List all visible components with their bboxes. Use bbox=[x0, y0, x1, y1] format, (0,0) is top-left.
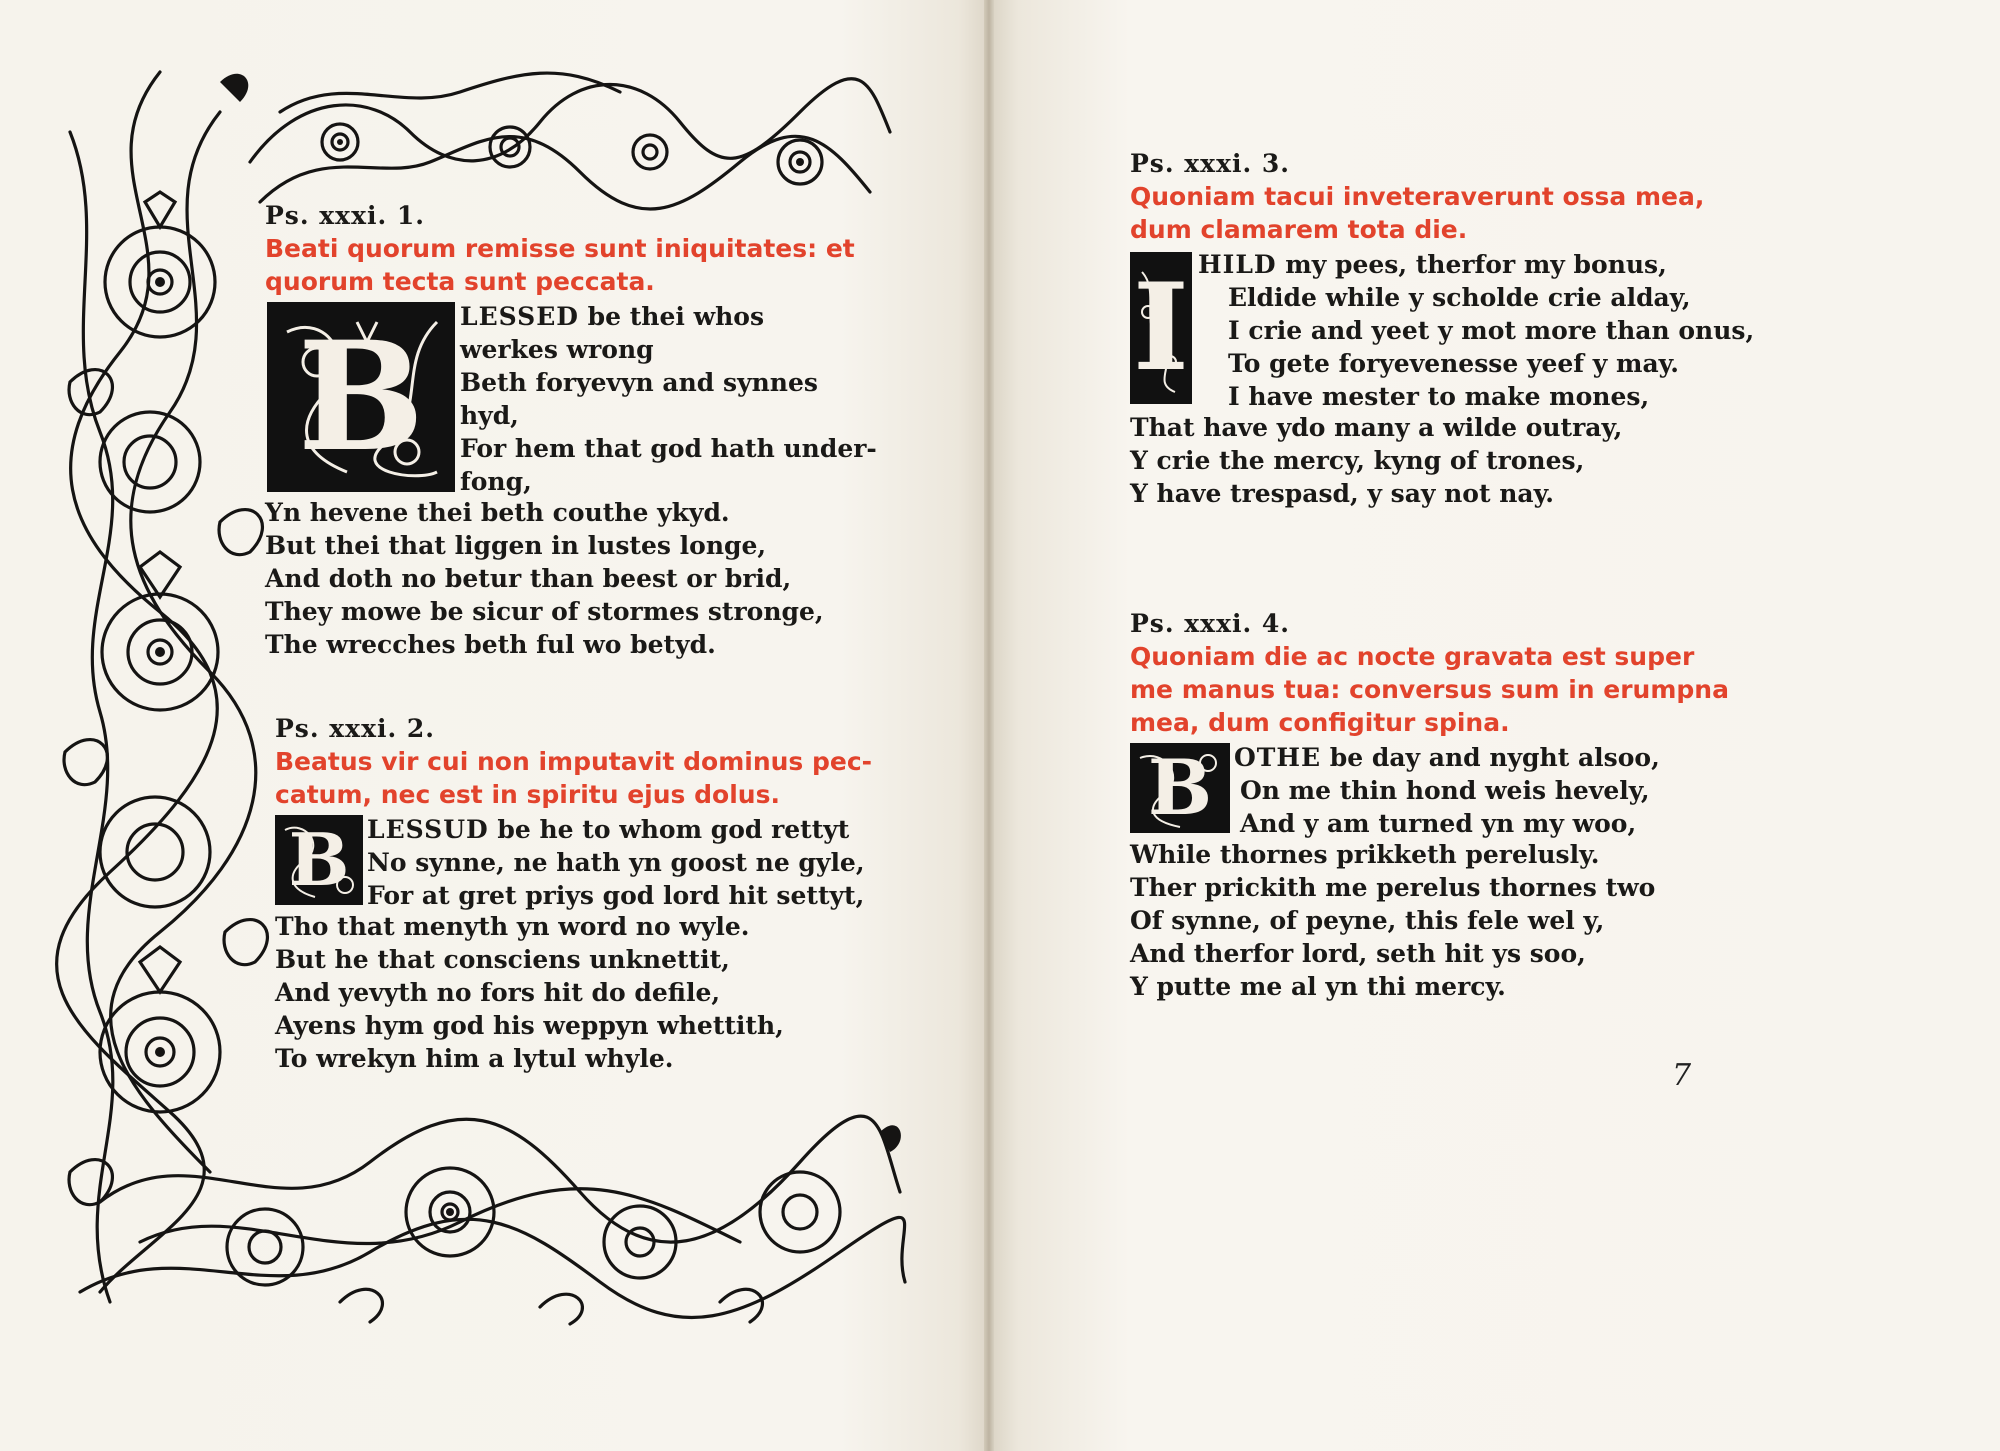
verse-line: Eldide while y scholde crie alday, bbox=[1228, 283, 1691, 312]
verse-line: On me thin hond weis hevely, bbox=[1240, 776, 1650, 805]
verse-line: To gete foryevenesse yeef y may. bbox=[1228, 349, 1680, 378]
verse-line: be he to whom god rettyt bbox=[497, 815, 850, 844]
psalm-3-first-word: HILD bbox=[1198, 250, 1277, 279]
verse-line: Y putte me al yn thi mercy. bbox=[1130, 972, 1506, 1001]
verse-line: Yn hevene thei beth couthe ykyd. bbox=[265, 498, 730, 527]
verse-line: I crie and yeet y mot more than onus, bbox=[1228, 316, 1755, 345]
psalm-2-first-word: LESSUD bbox=[367, 815, 489, 844]
verse-line: hyd, bbox=[460, 401, 519, 430]
verse-line: I have mester to make mones, bbox=[1228, 382, 1650, 411]
verse-line: be thei whos bbox=[587, 302, 765, 331]
verse-line: Tho that menyth yn word no wyle. bbox=[275, 912, 750, 941]
page-number: 7 bbox=[1672, 1058, 1692, 1093]
decorated-initial-icon bbox=[275, 815, 363, 905]
verse-line: And y am turned yn my woo, bbox=[1240, 809, 1637, 838]
verse-line: Ayens hym god his weppyn whettith, bbox=[275, 1011, 784, 1040]
decorated-initial-icon bbox=[267, 302, 455, 492]
verse-line bbox=[1198, 248, 1667, 281]
psalm-1-latin-line-2: quorum tecta sunt peccata. bbox=[265, 267, 655, 296]
psalm-3-heading: Ps. xxxi. 3. bbox=[1130, 149, 1290, 178]
psalm-3-section bbox=[1130, 148, 1850, 510]
verse-line: fong, bbox=[460, 467, 532, 496]
psalm-1-heading: Ps. xxxi. 1. bbox=[265, 201, 425, 230]
verse-line: And therfor lord, seth hit ys soo, bbox=[1130, 939, 1586, 968]
verse-line: But he that consciens unknettit, bbox=[275, 945, 730, 974]
verse-line: No synne, ne hath yn goost ne gyle, bbox=[367, 848, 865, 877]
psalm-4-latin-line-3: mea, dum configitur spina. bbox=[1130, 708, 1510, 737]
verse-line: And yevyth no fors hit do defile, bbox=[275, 978, 721, 1007]
psalm-1-initial-letter: B bbox=[297, 309, 425, 485]
decorated-initial-icon bbox=[1130, 252, 1192, 404]
psalm-1-section bbox=[265, 200, 905, 661]
verse-line: But thei that liggen in lustes longe, bbox=[265, 531, 767, 560]
psalm-4-section bbox=[1130, 608, 1890, 1003]
verse-line bbox=[1234, 741, 1660, 774]
verse-line: Y have trespasd, y say not nay. bbox=[1130, 479, 1554, 508]
psalm-4-heading: Ps. xxxi. 4. bbox=[1130, 609, 1290, 638]
verse-line: be day and nyght alsoo, bbox=[1329, 743, 1660, 772]
psalm-2-latin-line-2: catum, nec est in spiritu ejus dolus. bbox=[275, 780, 780, 809]
verse-line: That have ydo many a wilde outray, bbox=[1130, 413, 1623, 442]
psalm-3-initial-letter: I bbox=[1132, 257, 1190, 398]
psalm-4-first-word: OTHE bbox=[1234, 743, 1322, 772]
verse-line: While thornes prikketh perelusly. bbox=[1130, 840, 1600, 869]
psalm-2-latin-line-1: Beatus vir cui non imputavit dominus pec- bbox=[275, 747, 873, 776]
verse-line bbox=[460, 300, 764, 333]
book-gutter bbox=[984, 0, 994, 1451]
verse-line: my pees, therfor my bonus, bbox=[1285, 250, 1667, 279]
psalm-2-section bbox=[275, 713, 915, 1075]
verse-line: For hem that god hath under- bbox=[460, 434, 877, 463]
psalm-4-initial-letter: B bbox=[1147, 743, 1213, 832]
psalm-1-latin-line-1: Beati quorum remisse sunt iniquitates: et bbox=[265, 234, 855, 263]
psalm-2-heading: Ps. xxxi. 2. bbox=[275, 714, 435, 743]
verse-line bbox=[367, 813, 849, 846]
psalm-4-latin-line-2: me manus tua: conversus sum in erumpna bbox=[1130, 675, 1729, 704]
decorated-initial-icon bbox=[1130, 743, 1230, 833]
verse-line: Of synne, of peyne, this fele wel y, bbox=[1130, 906, 1605, 935]
psalm-1-first-word: LESSED bbox=[460, 302, 579, 331]
psalm-3-latin-line-1: Quoniam tacui inveteraverunt ossa mea, bbox=[1130, 182, 1705, 211]
psalm-2-initial-letter: B bbox=[288, 817, 350, 902]
psalm-3-latin-line-2: dum clamarem tota die. bbox=[1130, 215, 1468, 244]
verse-line: The wrecches beth ful wo betyd. bbox=[265, 630, 716, 659]
verse-line: And doth no betur than beest or brid, bbox=[265, 564, 792, 593]
verse-line: They mowe be sicur of stormes stronge, bbox=[265, 597, 824, 626]
psalm-4-latin-line-1: Quoniam die ac nocte gravata est super bbox=[1130, 642, 1695, 671]
verse-line: Beth foryevyn and synnes bbox=[460, 368, 818, 397]
verse-line: To wrekyn him a lytul whyle. bbox=[275, 1044, 674, 1073]
verse-line: Ther prickith me perelus thornes two bbox=[1130, 873, 1656, 902]
verse-line: werkes wrong bbox=[460, 335, 654, 364]
verse-line: Y crie the mercy, kyng of trones, bbox=[1130, 446, 1585, 475]
verse-line: For at gret priys god lord hit settyt, bbox=[367, 881, 865, 910]
